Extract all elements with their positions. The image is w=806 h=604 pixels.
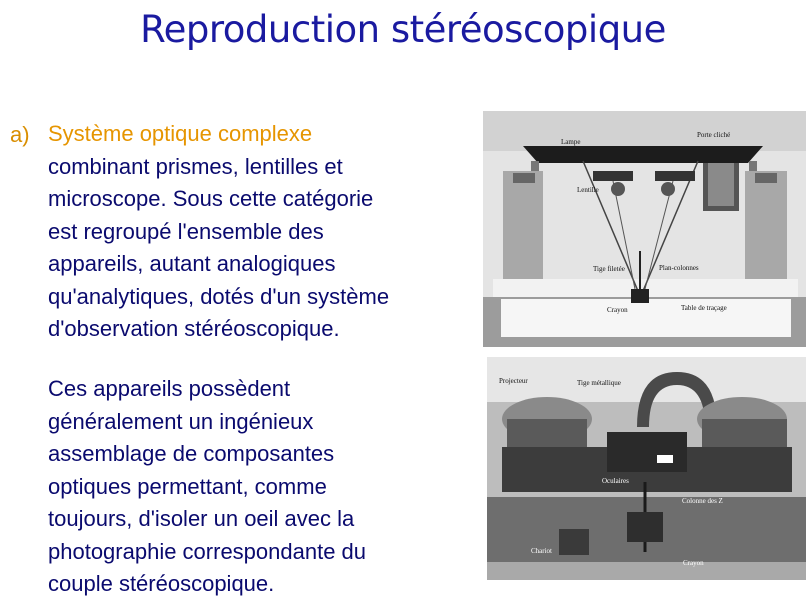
photo1-label: Lentille: [577, 186, 599, 194]
photo2-label: Crayon: [683, 559, 704, 567]
photo2-label: Chariot: [531, 547, 552, 555]
stereo-plotter-illustration: [483, 111, 806, 347]
paragraph-line: couple stéréoscopique.: [48, 571, 275, 596]
photo1-label: Lampe: [561, 138, 581, 146]
photo2-label: Colonne des Z: [682, 497, 723, 505]
slide-title: Reproduction stéréoscopique: [140, 8, 666, 51]
paragraph-line: d'observation stéréoscopique.: [48, 316, 340, 341]
photo1-label: Plan-colonnes: [659, 264, 699, 272]
paragraph-line: est regroupé l'ensemble des: [48, 218, 324, 244]
paragraph-description: [48, 118, 478, 346]
bullet-label: a): [10, 122, 30, 147]
paragraph-line: Ces appareils possèdent: [48, 376, 291, 401]
analog-plotter-photo: [487, 357, 806, 580]
photo1-label: Table de traçage: [681, 304, 727, 312]
paragraph-line: assemblage de composantes: [48, 441, 335, 466]
paragraph-line: généralement un ingénieux: [48, 408, 314, 434]
paragraph-line: combinant prismes, lentilles et: [48, 153, 343, 179]
photo1-label: Porte cliché: [697, 131, 731, 139]
paragraph-line: appareils, autant analogiques: [48, 251, 336, 276]
paragraph-line: optiques permettant, comme: [48, 473, 327, 499]
stereo-plotter-photo: [483, 111, 806, 347]
photo1-label: Crayon: [607, 306, 628, 314]
photo2-label: Tige métallique: [577, 379, 621, 387]
paragraph-line: photographie correspondante du: [48, 538, 367, 564]
photo1-label: Tige filetée: [593, 265, 625, 273]
photo2-label: Oculaires: [602, 477, 629, 485]
paragraph-devices: [48, 373, 468, 601]
photo2-label: Projecteur: [499, 377, 528, 385]
paragraph-line: Système optique complexe: [48, 121, 313, 146]
paragraph-line: toujours, d'isoler un oeil avec la: [48, 506, 355, 531]
paragraph-line: microscope. Sous cette catégorie: [48, 186, 374, 211]
paragraph-line: qu'analytiques, dotés d'un système: [48, 283, 390, 309]
